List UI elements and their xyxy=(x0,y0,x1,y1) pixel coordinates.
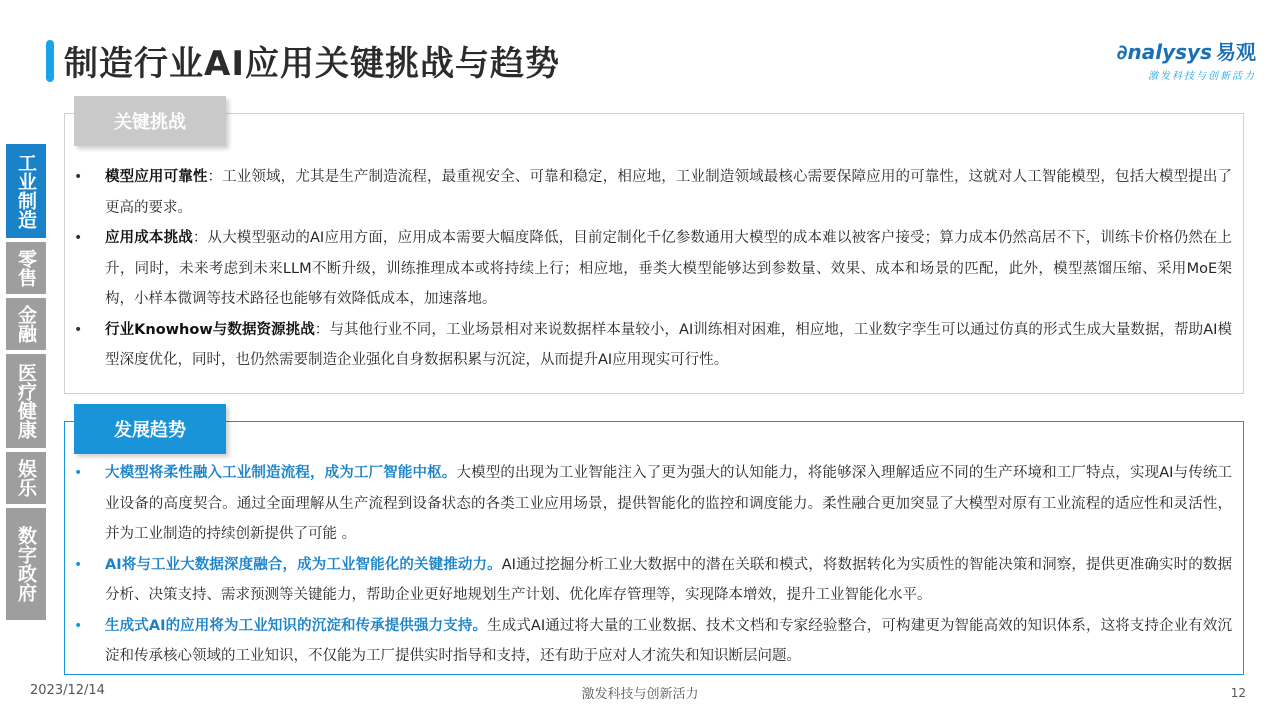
challenges-tag: 关键挑战 xyxy=(74,96,226,146)
list-item xyxy=(74,162,1232,223)
item-body: 从大模型驱动的AI应用方面，应用成本需要大幅度降低，目前定制化千亿参数通用大模型的成本难以被客户接受；算力成本仍然高居不下，训练卡价格仍然在上升，同时，未来考虑到未来LLM不断升级，训练推理成本或将持续上行；相应地，垂类大模型能够达到参数量、效果、成本和场景的匹配，此外，模型蒸馏压缩、采用MoE架构，小样本微调等技术路径也能够有效降低成本，加速落地。 xyxy=(105,230,1233,307)
logo-slogan: 激发科技与创新活力 xyxy=(1148,71,1256,82)
bullet-icon: • xyxy=(74,556,83,573)
item-body: 与其他行业不同，工业场景相对来说数据样本量较小，AI训练相对困难，相应地，工业数字孪生可以通过仿真的形式生成大量数据，帮助AI模型深度优化，同时，也仍然需要制造企业强化自身数据积累与沉淀，从而提升AI应用现实可行性。 xyxy=(105,321,1232,368)
analysys-logo xyxy=(1106,36,1256,82)
trends-list xyxy=(74,458,1232,672)
bullet-icon: • xyxy=(74,230,83,246)
trends-tag: 发展趋势 xyxy=(74,404,226,454)
list-item xyxy=(74,223,1232,315)
sidebar-item-finance[interactable]: 金融 xyxy=(6,298,46,350)
item-separator: ： xyxy=(314,321,330,338)
item-body: 大模型的出现为工业智能注入了更为强大的认知能力，将能够深入理解适应不同的生产环境和工厂特点，实现AI与传统工业设备的高度契合。通过全面理解从生产流程到设备状态的各类工业应用场景，提供智能化的监控和调度能力。柔性融合更加突显了大模型对原有工业流程的适应性和灵活性，并为工业制造的持续创新提供了可能 。 xyxy=(105,465,1233,542)
item-heading: AI将与工业大数据深度融合，成为工业智能化的关键推动力。 xyxy=(105,556,502,573)
bullet-icon: • xyxy=(74,169,83,185)
item-heading: 应用成本挑战 xyxy=(105,230,193,246)
page-title: 制造行业AI应用关键挑战与趋势 xyxy=(64,44,560,84)
item-separator: ： xyxy=(192,230,208,246)
page-number: 12 xyxy=(1230,686,1246,700)
title-accent-bar xyxy=(46,40,54,82)
sidebar-item-healthcare[interactable]: 医疗健康 xyxy=(6,354,46,448)
list-item xyxy=(74,315,1232,376)
list-item xyxy=(74,550,1232,611)
item-heading: 行业Knowhow与数据资源挑战 xyxy=(105,321,315,338)
footer-slogan: 激发科技与创新活力 xyxy=(581,687,699,702)
sidebar-item-digital-government[interactable]: 数字政府 xyxy=(6,508,46,620)
item-body: 生成式AI通过将大量的工业数据、技术文档和专家经验整合，可构建更为智能高效的知识体系，这将支持企业有效沉淀和传承核心领域的工业知识，不仅能为工厂提供实时指导和支持，还有助于应对人才流失和知识断层问题。 xyxy=(105,617,1232,664)
logo-brand: nalysys xyxy=(1127,40,1212,64)
item-heading: 生成式AI的应用将为工业知识的沉淀和传承提供强力支持。 xyxy=(105,617,488,634)
challenges-list xyxy=(74,162,1232,376)
industry-sidebar xyxy=(6,144,46,624)
bullet-icon: • xyxy=(74,617,83,634)
item-body: 工业领域，尤其是生产制造流程，最重视安全、可靠和稳定，相应地，工业制造领域最核心需要保障应用的可靠性，这就对人工智能模型，包括大模型提出了更高的要求。 xyxy=(105,169,1232,216)
logo-swirl-icon: ∂ xyxy=(1116,40,1128,64)
bullet-icon: • xyxy=(74,321,83,338)
item-separator: ： xyxy=(207,169,223,185)
sidebar-item-retail[interactable]: 零售 xyxy=(6,242,46,294)
sidebar-item-entertainment[interactable]: 娱乐 xyxy=(6,452,46,504)
logo-brand-cn: 易观 xyxy=(1216,40,1256,64)
item-heading: 大模型将柔性融入工业制造流程，成为工厂智能中枢。 xyxy=(105,465,457,481)
list-item xyxy=(74,458,1232,550)
item-body: AI通过挖掘分析工业大数据中的潜在关联和模式，将数据转化为实质性的智能决策和洞察，提供更准确实时的数据分析、决策支持、需求预测等关键能力，帮助企业更好地规划生产计划、优化库存管理等，实现降本增效，提升工业智能化水平。 xyxy=(105,556,1232,603)
footer-date: 2023/12/14 xyxy=(30,683,105,698)
bullet-icon: • xyxy=(74,465,83,481)
list-item xyxy=(74,611,1232,672)
sidebar-item-manufacturing[interactable]: 工业制造 xyxy=(6,144,46,238)
item-heading: 模型应用可靠性 xyxy=(105,169,208,185)
